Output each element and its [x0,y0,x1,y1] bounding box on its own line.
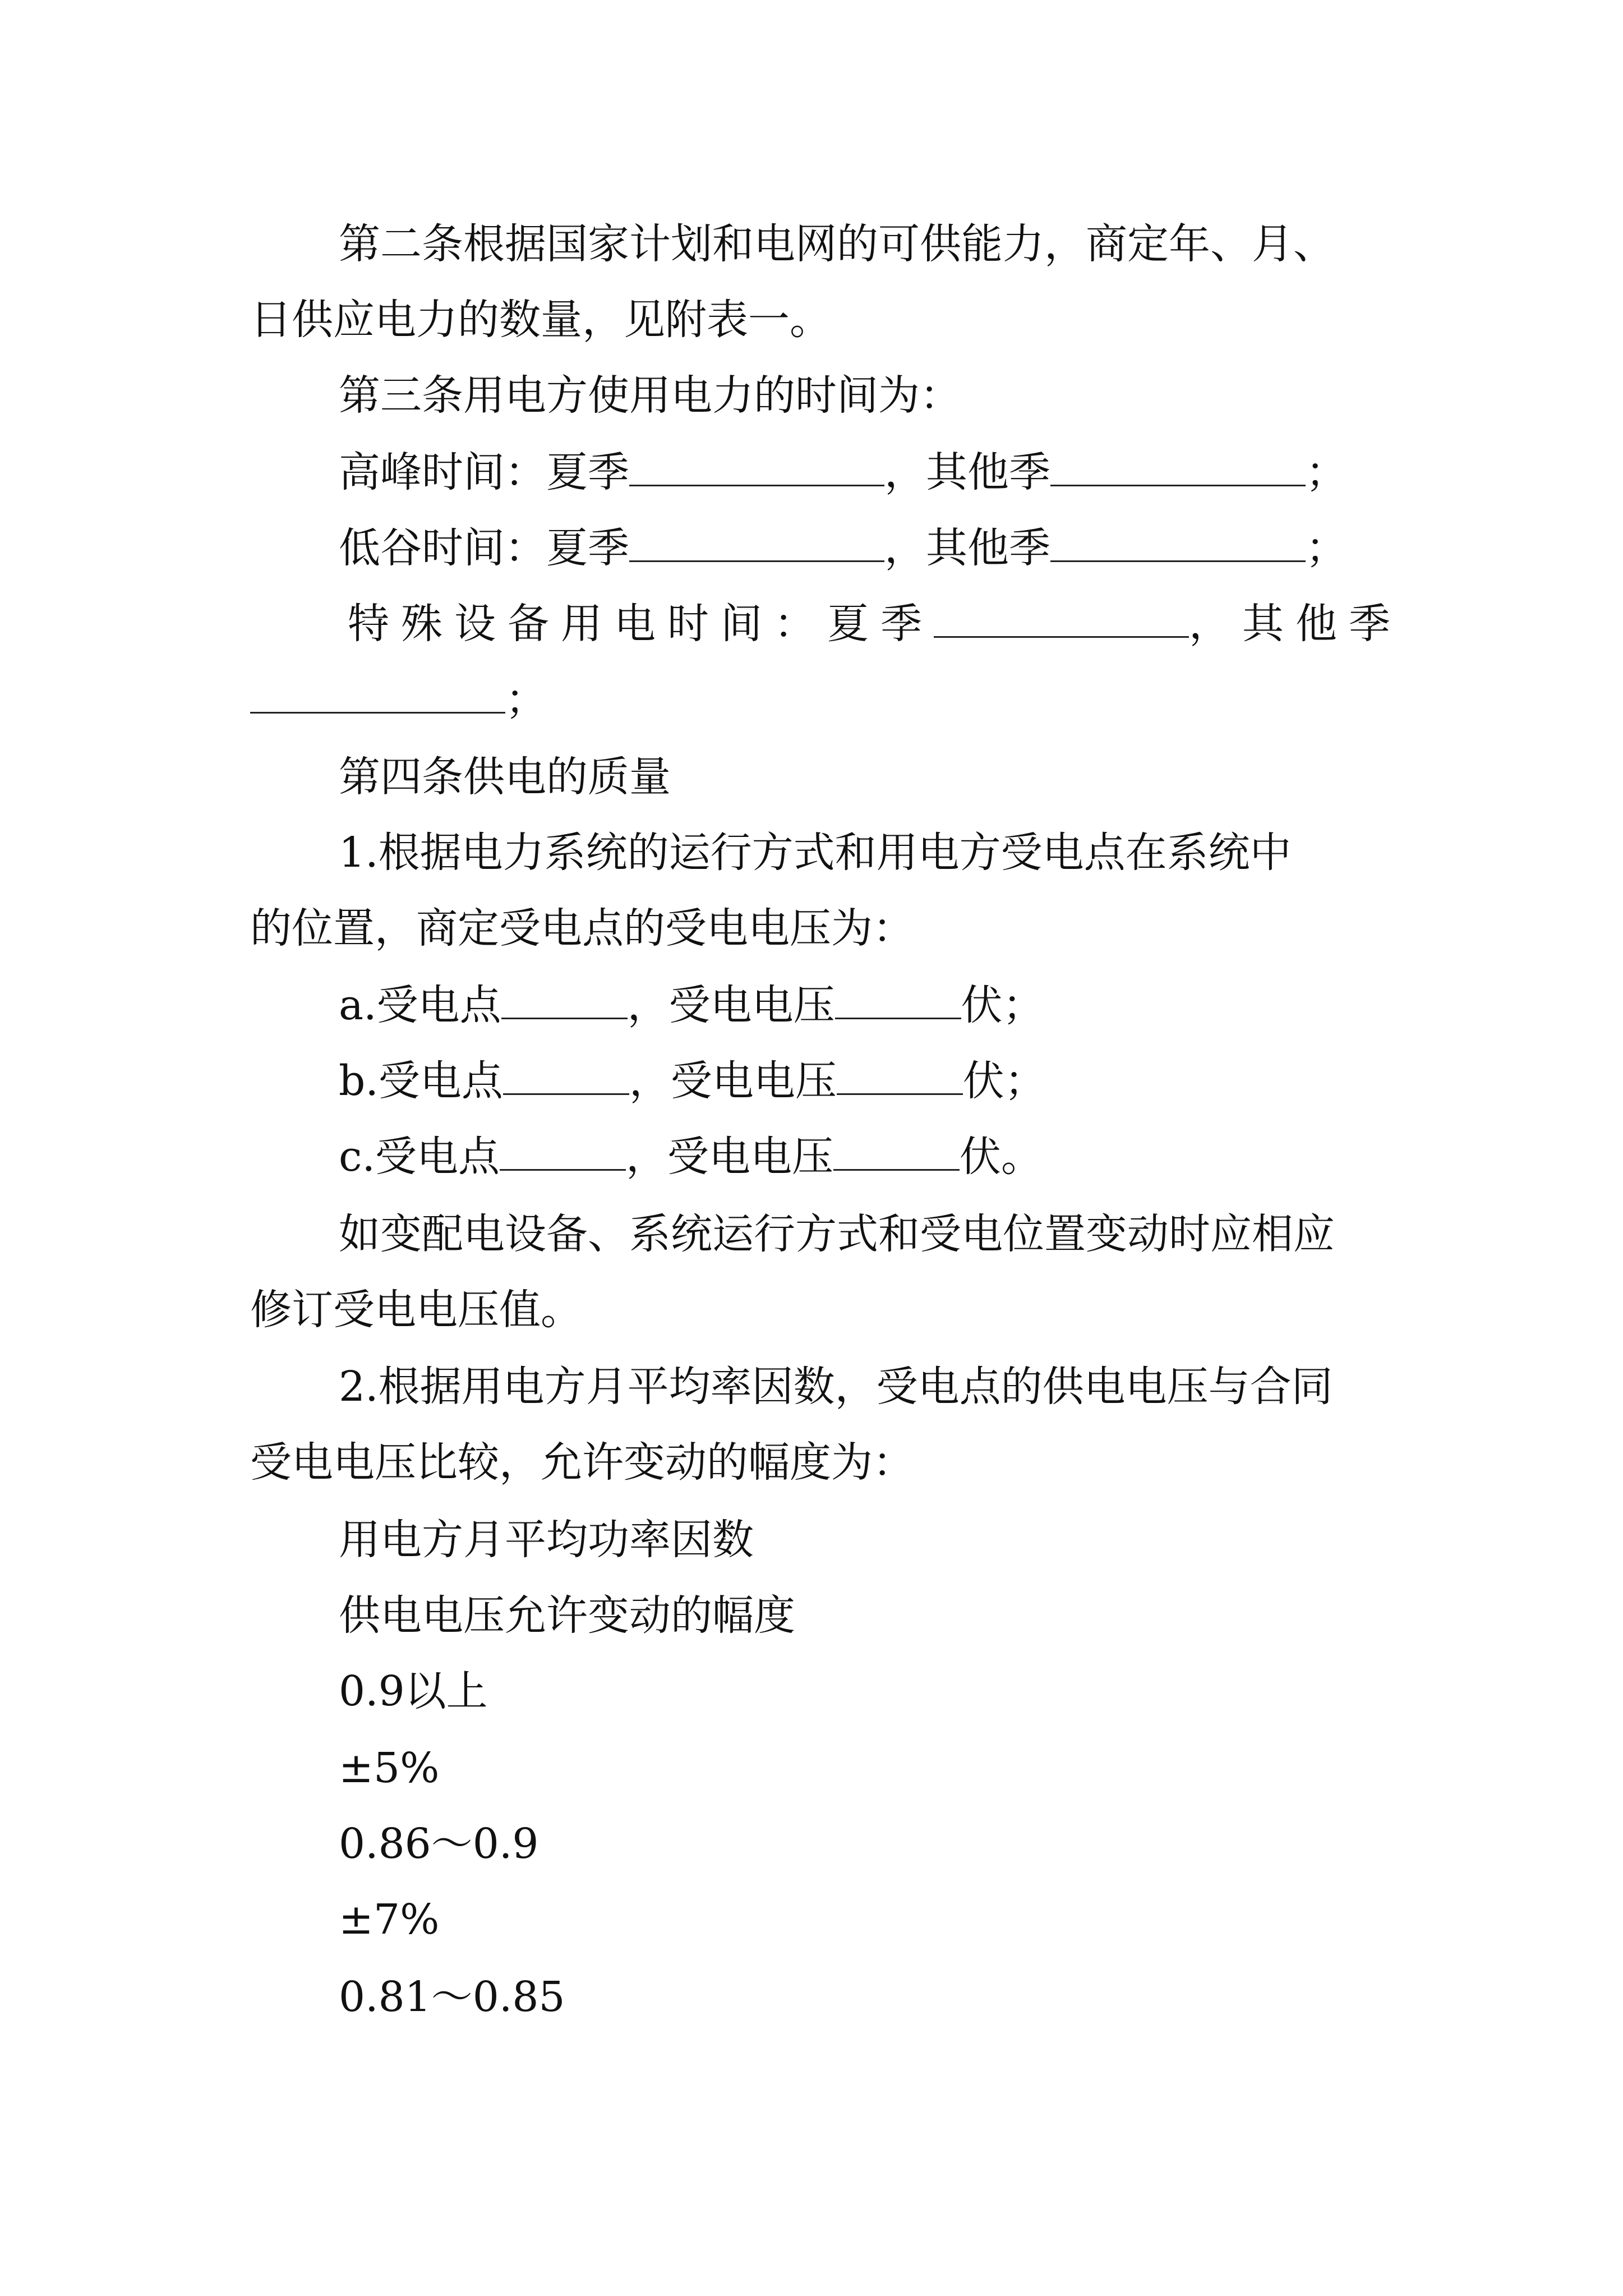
change-line1: 如变配电设备、系统运行方式和受电位置变动时应相应 [339,1210,1335,1258]
peak-end: ； [1306,448,1347,496]
article2-line1: 第二条根据国家计划和电网的可供能力，商定年、月、 [339,220,1335,268]
peak-summer-blank[interactable] [629,444,884,486]
point-b-mid: ，受电电压 [629,1057,837,1105]
special-time-line-cont [250,671,547,728]
special-other-blank[interactable] [250,671,505,714]
special-time-label: 特殊设备用电时间：夏季 [348,600,934,648]
table-cell-range-1: ±5% [339,1744,440,1792]
point-a-mid: ，受电电压 [627,981,835,1029]
item2-line1: 2.根据用电方月平均率因数，受电点的供电电压与合同 [339,1363,1333,1411]
valley-time-label: 低谷时间：夏季 [339,524,629,572]
point-b-prefix: b.受电点 [339,1057,503,1105]
table-header-range: 供电电压允许变动的幅度 [339,1591,795,1640]
article2-line2: 日供应电力的数量，见附表一。 [250,296,831,344]
table-header-factor: 用电方月平均功率因数 [339,1516,754,1564]
point-c-line [339,1129,1043,1185]
peak-time-label: 高峰时间：夏季 [339,448,629,496]
special-summer-blank[interactable] [934,596,1189,638]
point-a-suffix: 伏； [961,981,1044,1029]
article3-heading: 第三条用电方使用电力的时间为： [339,371,961,420]
article4-heading: 第四条供电的质量 [339,753,671,801]
voltage-b-blank[interactable] [837,1053,963,1095]
point-a-line [339,977,1044,1033]
point-b-suffix: 伏； [962,1057,1046,1105]
point-c-prefix: c.受电点 [339,1133,500,1181]
peak-other-blank[interactable] [1050,444,1306,486]
point-c-mid: ，受电电压 [625,1133,833,1181]
item1-line1: 1.根据电力系统的运行方式和用电方受电点在系统中 [339,829,1292,877]
voltage-a-blank[interactable] [835,977,961,1019]
special-time-line [348,596,1402,652]
valley-time-line [339,520,1347,576]
peak-other-label: ，其他季 [884,448,1050,496]
point-c-suffix: 伏。 [959,1133,1043,1181]
peak-time-line [339,444,1347,500]
table-cell-factor-2: 0.86～0.9 [339,1820,539,1868]
special-end: ； [505,675,547,724]
item1-line2: 的位置，商定受电点的受电电压为： [250,904,914,953]
table-cell-factor-1: 0.9以上 [339,1667,488,1715]
valley-other-label: ，其他季 [884,524,1050,572]
point-b-line [339,1053,1046,1109]
point-a-prefix: a.受电点 [339,981,501,1029]
valley-other-blank[interactable] [1050,520,1306,562]
table-cell-range-2: ±7% [339,1895,440,1944]
point-b-blank[interactable] [503,1053,629,1095]
point-c-blank[interactable] [500,1129,626,1171]
special-other-label: ，其他季 [1189,600,1402,648]
valley-summer-blank[interactable] [629,520,884,562]
valley-end: ； [1306,524,1347,572]
table-cell-factor-3: 0.81～0.85 [339,1973,565,2021]
point-a-blank[interactable] [501,977,628,1019]
item2-line2: 受电电压比较，允许变动的幅度为： [250,1438,914,1487]
change-line2: 修订受电电压值。 [250,1286,582,1334]
voltage-c-blank[interactable] [833,1129,960,1171]
